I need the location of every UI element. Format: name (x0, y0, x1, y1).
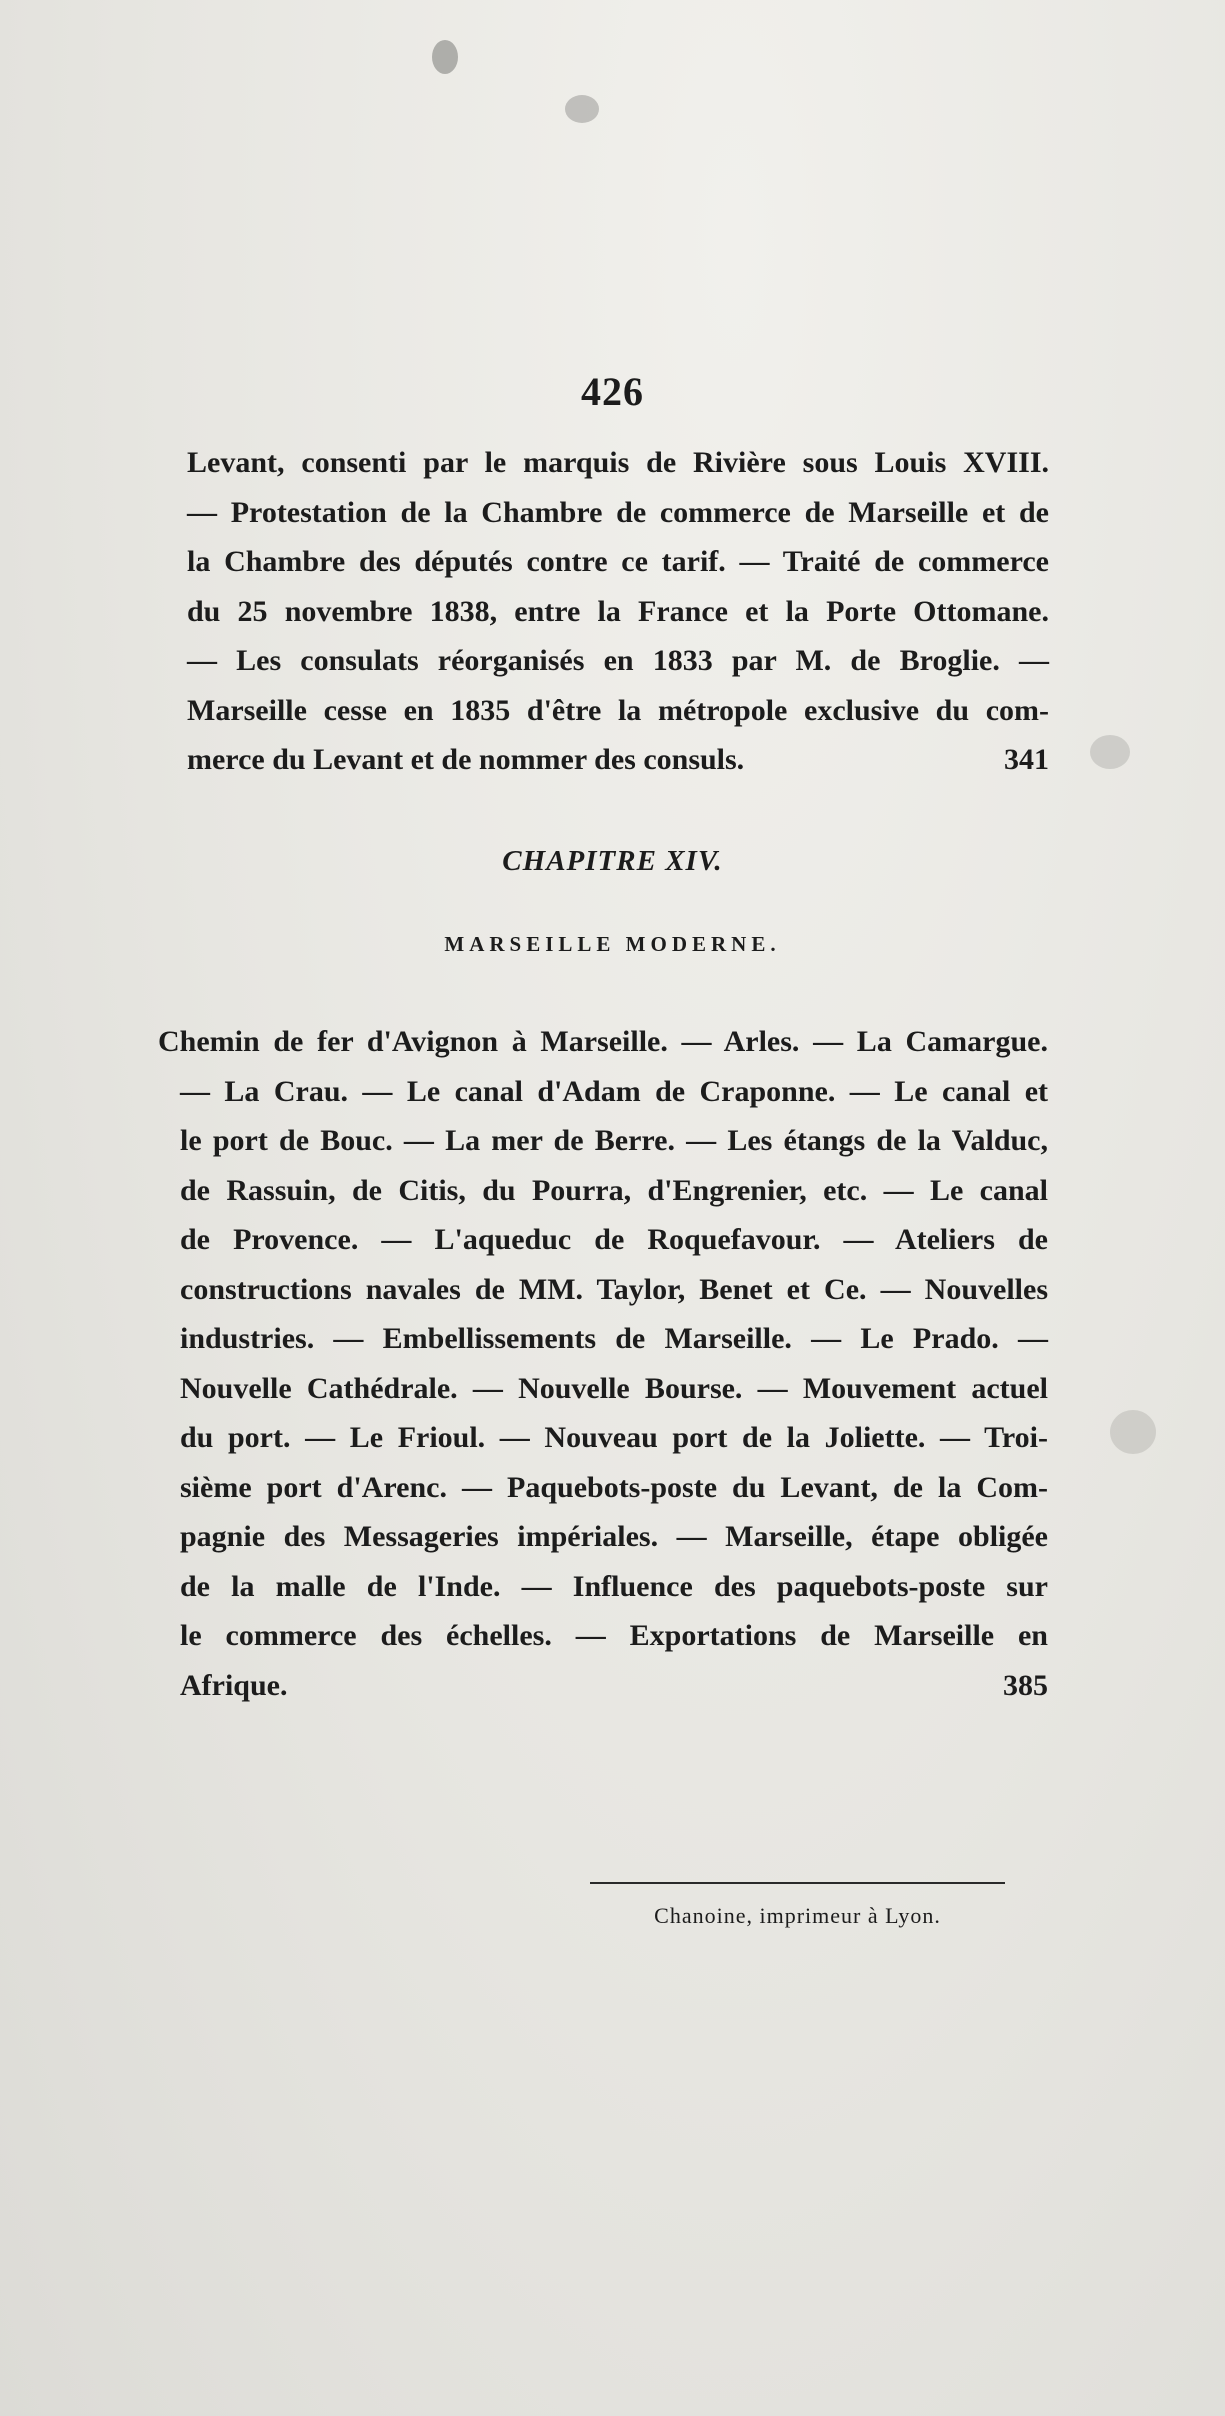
page-reference: 385 (1003, 1668, 1048, 1702)
page-number: 426 (581, 369, 644, 414)
ink-stain-top-small (565, 95, 599, 123)
chapter-title: CHAPITRE XIV. (502, 845, 723, 877)
toc-line: — Les consulats réorganisés en 1833 par M. de Broglie. — (187, 644, 1049, 677)
footer-rule (590, 1882, 1005, 1884)
summary-line: sième port d'Arenc. — Paquebots-poste du Levant, de la Com- (180, 1470, 1048, 1504)
chapter-summary (158, 1017, 1048, 1710)
toc-line: Levant, consenti par le marquis de Rivière sous Louis XVIII. (187, 446, 1049, 479)
summary-line-text: Afrique. (180, 1668, 288, 1702)
printer-imprint: Chanoine, imprimeur à Lyon. (654, 1903, 941, 1928)
toc-line-text: merce du Levant et de nommer des consuls. (187, 743, 745, 776)
summary-line: du port. — Le Frioul. — Nouveau port de la Joliette. — Troi- (180, 1421, 1048, 1454)
toc-line: Marseille cesse en 1835 d'être la métropole exclusive du com- (187, 693, 1049, 727)
summary-line: le port de Bouc. — La mer de Berre. — Les étangs de la Valduc, (180, 1124, 1048, 1157)
ink-stain-top (432, 40, 458, 74)
summary-line: le commerce des échelles. — Exportations de Marseille en (180, 1619, 1048, 1652)
summary-line: de Provence. — L'aqueduc de Roquefavour. — Ateliers de (180, 1223, 1048, 1256)
page-reference: 341 (1004, 743, 1049, 776)
toc-line: la Chambre des députés contre ce tarif. — Traité de commerce (187, 545, 1049, 578)
chapter-subtitle: MARSEILLE MODERNE. (444, 932, 781, 956)
summary-line: — La Crau. — Le canal d'Adam de Craponne. — Le canal et (180, 1074, 1048, 1108)
summary-line: industries. — Embellissements de Marseille. — Le Prado. — (180, 1322, 1048, 1355)
summary-line: de la malle de l'Inde. — Influence des paquebots-poste sur (180, 1569, 1048, 1603)
summary-line: de Rassuin, de Citis, du Pourra, d'Engrenier, etc. — Le canal (180, 1173, 1048, 1207)
foxing-spot-right (1090, 735, 1130, 769)
foxing-spot-right-lower (1110, 1410, 1156, 1454)
summary-line-last (158, 1661, 1048, 1711)
summary-line: constructions navales de MM. Taylor, Benet et Ce. — Nouvelles (180, 1272, 1048, 1306)
toc-line: — Protestation de la Chambre de commerce de Marseille et de (187, 495, 1049, 529)
toc-line: du 25 novembre 1838, entre la France et la Porte Ottomane. (187, 594, 1049, 628)
toc-continued-entry (187, 438, 1049, 785)
summary-line: Chemin de fer d'Avignon à Marseille. — Arles. — La Camargue. (158, 1025, 1048, 1058)
summary-line: Nouvelle Cathédrale. — Nouvelle Bourse. — Mouvement actuel (180, 1371, 1048, 1405)
toc-line-last (187, 735, 1049, 785)
summary-line: pagnie des Messageries impériales. — Marseille, étape obligée (180, 1520, 1048, 1553)
